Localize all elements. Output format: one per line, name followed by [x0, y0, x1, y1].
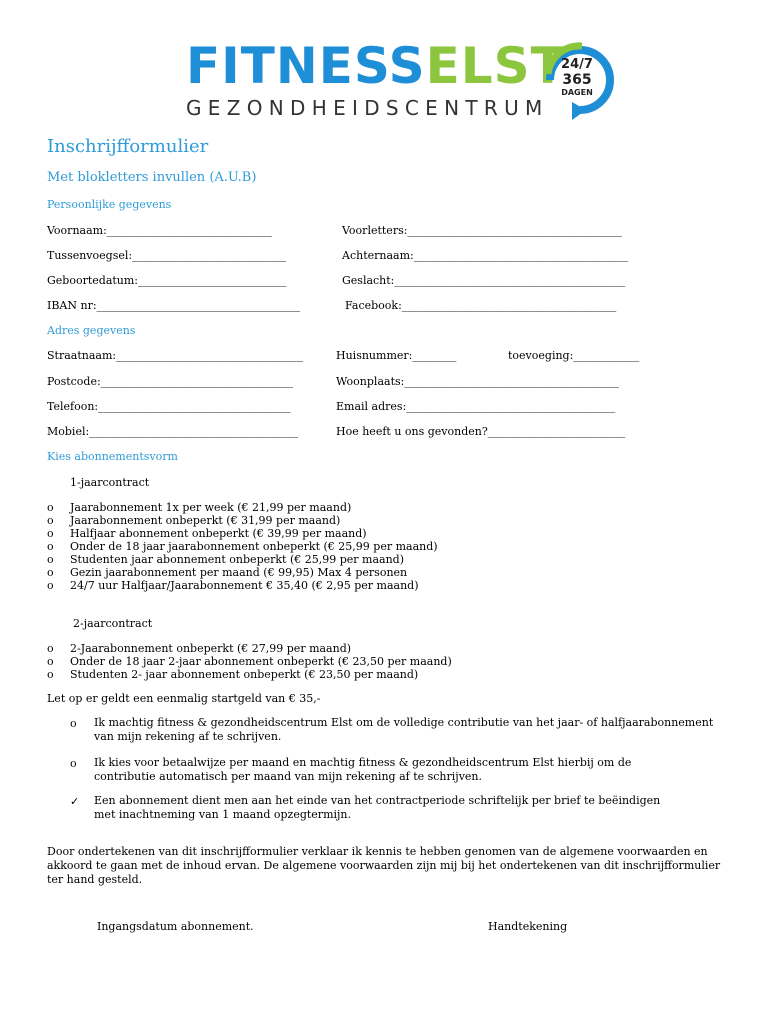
radio-bullet[interactable]: o [47, 540, 54, 553]
badge-line1: 24/7 [561, 57, 593, 72]
radio-bullet[interactable]: o [47, 514, 54, 527]
handtekening-label: Handtekening [488, 920, 568, 933]
contract2-label: 2-jaarcontract [73, 617, 153, 630]
option-label: Jaarabonnement 1x per week (€ 21,99 per maand) [70, 501, 352, 514]
option-label: Studenten 2- jaar abonnement onbeperkt (€ 23,50 per maand) [70, 668, 419, 681]
toevoeging-field[interactable]: toevoeging:____________ [508, 349, 640, 362]
option-label: Onder de 18 jaar 2-jaar abonnement onbeperkt (€ 23,50 per maand) [70, 655, 452, 668]
option-label: 24/7 uur Halfjaar/Jaarabonnement € 35,40 (€ 2,95 per maand) [70, 579, 419, 592]
page-title: Inschrijfformulier [47, 136, 209, 157]
voornaam-field[interactable]: Voornaam:______________________________ [47, 224, 272, 237]
gevonden-field[interactable]: Hoe heeft u ons gevonden?_________________________ [336, 425, 626, 438]
mobiel-field[interactable]: Mobiel:______________________________________ [47, 425, 299, 438]
startgeld-notice: Let op er geldt een eenmalig startgeld van € 35,- [47, 692, 321, 705]
radio-bullet[interactable]: o [47, 553, 54, 566]
page-subtitle: Met blokletters invullen (A.U.B) [47, 170, 257, 185]
cancellation-note: Een abonnement dient men aan het einde van het contractperiode schriftelijk per brief te beëindigen met inachtneming van 1 maand opzegtermijn. [94, 794, 661, 821]
postcode-field[interactable]: Postcode:___________________________________ [47, 375, 294, 388]
radio-bullet[interactable]: o [47, 579, 54, 592]
logo-brand-part1: FITNESS [186, 37, 426, 95]
section-heading-personal: Persoonlijke gegevens [47, 198, 172, 211]
contract2-option-list [0, 642, 770, 682]
option-label: Halfjaar abonnement onbeperkt (€ 39,99 per maand) [70, 527, 367, 540]
radio-bullet[interactable]: o [47, 655, 54, 668]
huisnummer-field[interactable]: Huisnummer:________ [336, 349, 457, 362]
logo-tagline: GEZONDHEIDSCENTRUM [186, 96, 549, 120]
payment-option1-bullet[interactable]: o [70, 717, 77, 730]
email-field[interactable]: Email adres:______________________________________ [336, 400, 616, 413]
badge-line2: 365 [562, 72, 592, 88]
logo-brand-part2: ELST [425, 37, 566, 95]
radio-bullet[interactable]: o [47, 527, 54, 540]
section-heading-subscription: Kies abonnementsvorm [47, 450, 178, 463]
badge-24-7-icon [542, 40, 618, 124]
woonplaats-field[interactable]: Woonplaats:_______________________________________ [336, 375, 619, 388]
option-label: Gezin jaarabonnement per maand (€ 99,95) Max 4 personen [70, 566, 408, 579]
straatnaam-field[interactable]: Straatnaam:__________________________________ [47, 349, 304, 362]
payment-option2-bullet[interactable]: o [70, 757, 77, 770]
radio-bullet[interactable]: o [47, 566, 54, 579]
contract1-option-list [0, 501, 770, 596]
contract1-label: 1-jaarcontract [70, 476, 150, 489]
telefoon-field[interactable]: Telefoon:___________________________________ [47, 400, 291, 413]
option-label: Studenten jaar abonnement onbeperkt (€ 25,99 per maand) [70, 553, 405, 566]
logo-wordmark [186, 38, 566, 94]
option-label: 2-Jaarabonnement onbeperkt (€ 27,99 per maand) [70, 642, 352, 655]
geboortedatum-field[interactable]: Geboortedatum:___________________________ [47, 274, 287, 287]
option-label: Jaarabonnement onbeperkt (€ 31,99 per maand) [70, 514, 341, 527]
geslacht-field[interactable]: Geslacht:__________________________________________ [342, 274, 626, 287]
section-heading-address: Adres gegevens [47, 324, 136, 337]
check-icon: ✓ [70, 795, 80, 808]
payment-option1-text: Ik machtig fitness & gezondheidscentrum Elst om de volledige contributie van het jaar- of halfjaarabonnement van mijn rekening af te schrijven. [94, 716, 714, 743]
radio-bullet[interactable]: o [47, 668, 54, 681]
tussenvoegsel-field[interactable]: Tussenvoegsel:____________________________ [47, 249, 287, 262]
facebook-field[interactable]: Facebook:_______________________________________ [345, 299, 617, 312]
declaration-text: Door ondertekenen van dit inschrijfformulier verklaar ik kennis te hebben genomen van de algemene voorwaarden en akkoord te gaan met de inhoud ervan. De algemene voorwaarden zijn mij bij het ondertekenen van dit inschrijfformulier ter hand gesteld. [47, 845, 721, 886]
payment-option2-text: Ik kies voor betaalwijze per maand en machtig fitness & gezondheidscentrum Elst hierbij om de contributie automatisch per maand van mijn rekening af te schrijven. [94, 756, 632, 783]
badge-line3: DAGEN [561, 88, 593, 97]
radio-bullet[interactable]: o [47, 642, 54, 655]
ingangsdatum-label: Ingangsdatum abonnement. [97, 920, 254, 933]
iban-field[interactable]: IBAN nr:_____________________________________ [47, 299, 301, 312]
voorletters-field[interactable]: Voorletters:_______________________________________ [342, 224, 622, 237]
achternaam-field[interactable]: Achternaam:_______________________________________ [342, 249, 629, 262]
option-label: Onder de 18 jaar jaarabonnement onbeperkt (€ 25,99 per maand) [70, 540, 438, 553]
radio-bullet[interactable]: o [47, 501, 54, 514]
